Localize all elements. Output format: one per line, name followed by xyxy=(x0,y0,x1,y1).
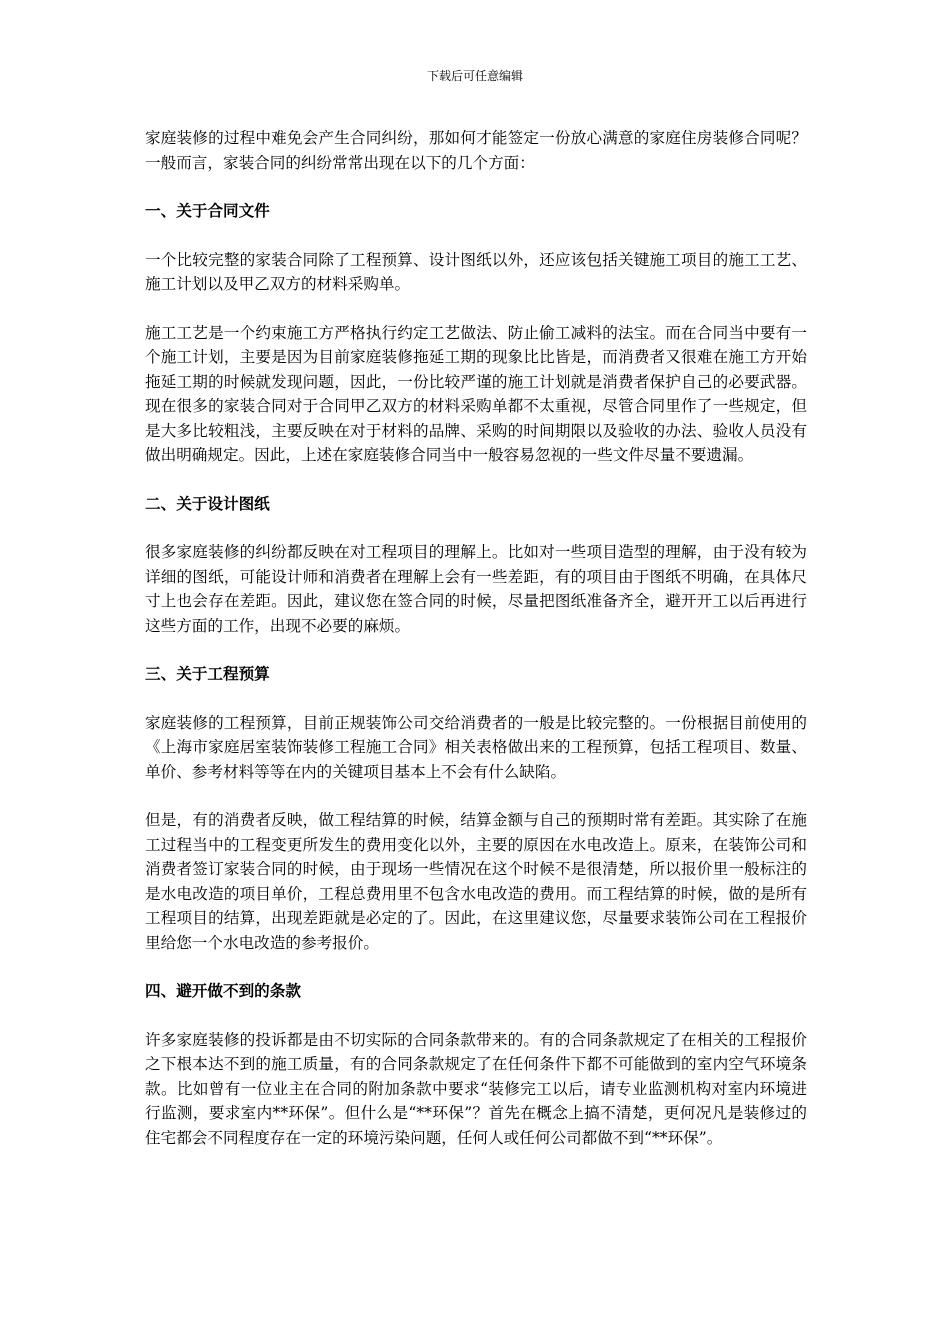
body-paragraph: 很多家庭装修的纠纷都反映在对工程项目的理解上。比如对一些项目造型的理解，由于没有较为详细的图纸，可能设计师和消费者在理解上会有一些差距，有的项目由于图纸不明确，在具体尺寸上也会存在差距。因此，建议您在签合同的时候，尽量把图纸准备齐全，避开开工以后再进行这些方面的工作，出现不必要的麻烦。 xyxy=(145,543,807,635)
body-paragraph: 施工工艺是一个约束施工方严格执行约定工艺做法、防止偷工减料的法宝。而在合同当中要有一个施工计划，主要是因为目前家庭装修拖延工期的现象比比皆是，而消费者又很难在施工方开始拖延工期的时候就发现问题，因此，一份比较严谨的施工计划就是消费者保护自己的必要武器。现在很多的家装合同对于合同甲乙双方的材料采购单都不太重视，尽管合同里作了一些规定，但是大多比较粗浅，主要反映在对于材料的品牌、采购的时间期限以及验收的办法、验收人员没有做出明确规定。因此，上述在家庭装修合同当中一般容易忽视的一些文件尽量不要遗漏。 xyxy=(145,323,807,464)
page-header: 下载后可任意编辑 xyxy=(426,69,523,83)
body-paragraph: 许多家庭装修的投诉都是由不切实际的合同条款带来的。有的合同条款规定了在相关的工程报价之下根本达不到的施工质量，有的合同条款规定了在任何条件下都不可能做到的室内空气环境条款。比如曾有一位业主在合同的附加条款中要求“装修完工以后，请专业监测机构对室内环境进行监测，要求室内**环保”。但什么是“**环保”？首先在概念上搞不清楚，更何况凡是装修过的住宅都会不同程度存在一定的环境污染问题，任何人或任何公司都做不到“**环保”。 xyxy=(145,1030,807,1147)
body-paragraph: 但是，有的消费者反映，做工程结算的时候，结算金额与自己的预期时常有差距。其实除了在施工过程当中的工程变更所发生的费用变化以外，主要的原因在水电改造上。原来，在装饰公司和消费者签订家装合同的时候，由于现场一些情况在这个时候不是很清楚，所以报价里一般标注的是水电改造的项目单价，工程总费用里不包含水电改造的费用。而工程结算的时候，做的是所有工程项目的结算，出现差距就是必定的了。因此，在这里建议您，尽量要求装饰公司在工程报价里给您一个水电改造的参考报价。 xyxy=(145,811,807,952)
intro-paragraph: 家庭装修的过程中难免会产生合同纠纷，那如何才能签定一份放心满意的家庭住房装修合同呢？一般而言，家装合同的纠纷常常出现在以下的几个方面： xyxy=(145,129,807,172)
section-heading: 四、避开做不到的条款 xyxy=(145,982,301,1000)
body-paragraph: 家庭装修的工程预算，目前正规装饰公司交给消费者的一般是比较完整的。一份根据目前使用的《上海市家庭居室装饰装修工程施工合同》相关表格做出来的工程预算，包括工程项目、数量、单价、参考材料等等在内的关键项目基本上不会有什么缺陷。 xyxy=(145,713,807,781)
body-paragraph: 一个比较完整的家装合同除了工程预算、设计图纸以外，还应该包括关键施工项目的施工工艺、施工计划以及甲乙双方的材料采购单。 xyxy=(145,250,807,293)
section-heading: 三、关于工程预算 xyxy=(145,665,270,683)
section-heading: 一、关于合同文件 xyxy=(145,202,270,220)
section-heading: 二、关于设计图纸 xyxy=(145,494,270,513)
document-body xyxy=(145,126,807,1174)
